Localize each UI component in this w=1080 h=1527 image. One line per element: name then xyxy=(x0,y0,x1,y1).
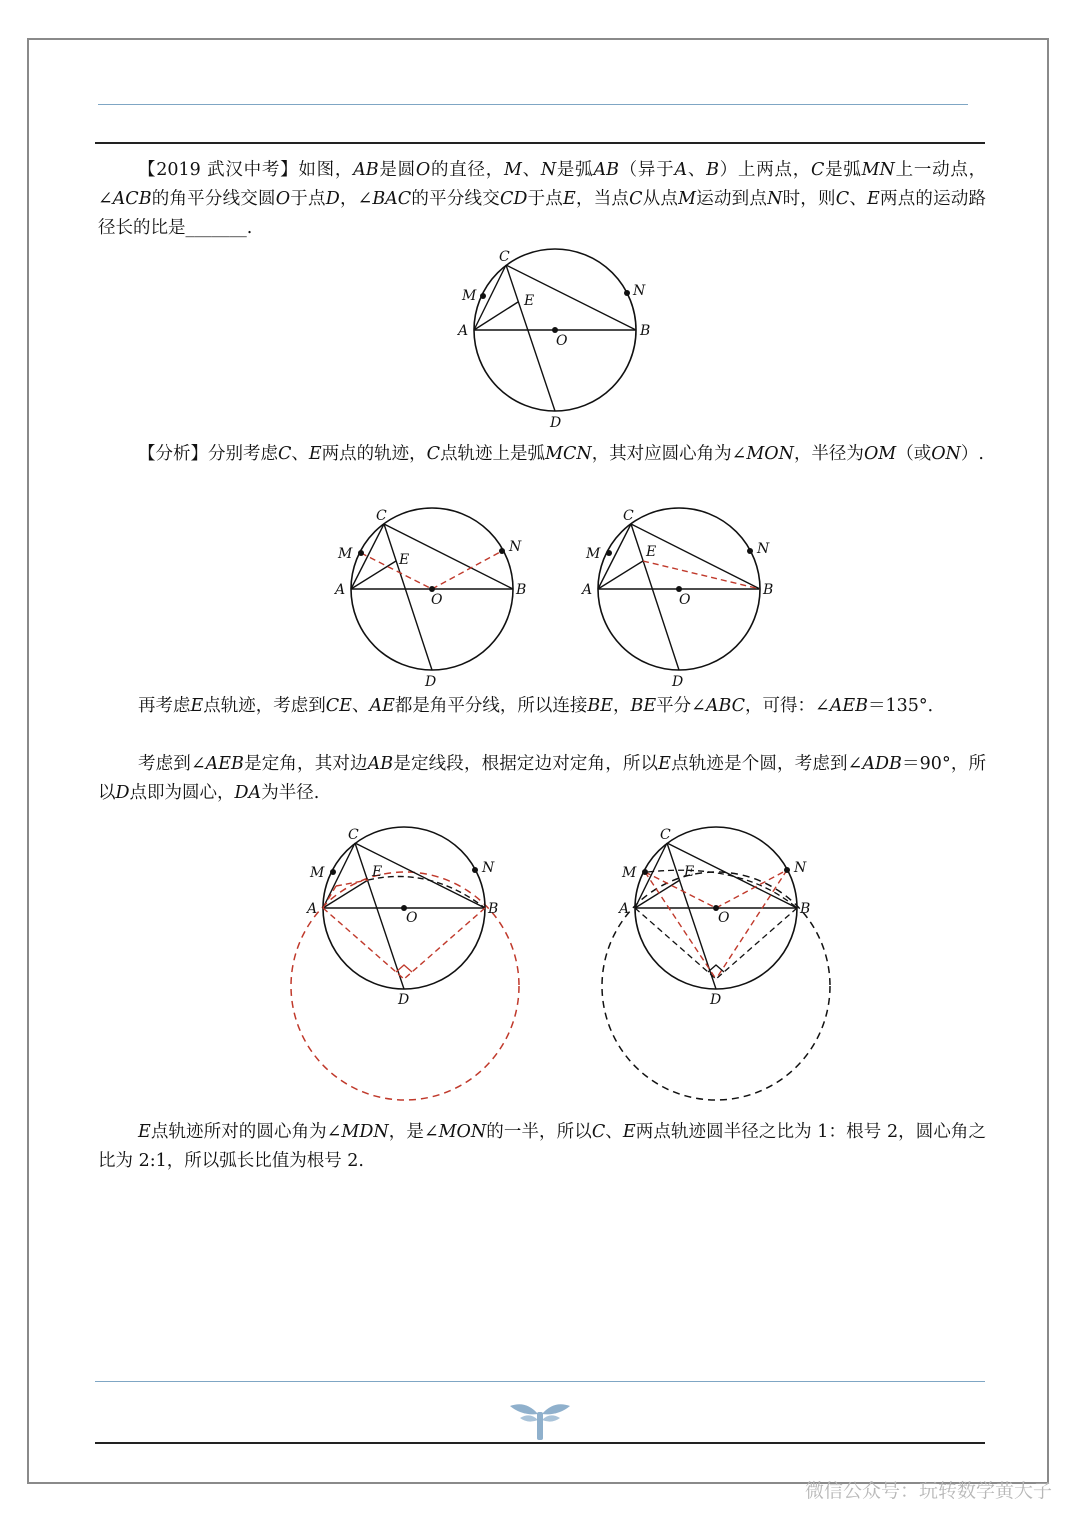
fig3r-label-B: B xyxy=(800,901,811,917)
analysis-paragraph-1: 【分析】分别考虑C、E两点的轨迹，C点轨迹上是弧MCN，其对应圆心角为∠MON，半径为OM（或ON）. xyxy=(138,444,984,464)
fig2r-label-M: M xyxy=(586,546,601,562)
fig1-label-O: O xyxy=(556,333,568,349)
fig3r-label-O: O xyxy=(718,910,730,926)
problem-tag: 【2019 武汉中考】 xyxy=(138,160,299,180)
fig3l-label-O: O xyxy=(406,910,418,926)
fig1-label-E: E xyxy=(524,293,535,309)
fig2r-label-D: D xyxy=(672,674,684,690)
fig2r-label-A: A xyxy=(582,582,593,598)
analysis-tag: 【分析】 xyxy=(138,444,208,464)
fig2l-label-A: A xyxy=(335,582,346,598)
fig2l-label-N: N xyxy=(509,539,522,555)
fig2l-label-D: D xyxy=(425,674,437,690)
fig3l-label-C: C xyxy=(348,827,359,843)
header-rule-black xyxy=(95,142,985,144)
footer-logo-icon xyxy=(508,1398,572,1442)
fig2r-label-B: B xyxy=(763,582,774,598)
fig3l-label-M: M xyxy=(310,865,325,881)
fig3l-label-A: A xyxy=(307,901,318,917)
figure-2-right xyxy=(578,503,788,693)
fig3r-label-A: A xyxy=(619,901,630,917)
fig2r-label-N: N xyxy=(757,541,770,557)
fig1-label-B: B xyxy=(640,323,651,339)
fig2l-label-M: M xyxy=(338,546,353,562)
fig2r-label-O: O xyxy=(679,592,691,608)
analysis-paragraph-4: E点轨迹所对的圆心角为∠MDN，是∠MON的一半，所以C、E两点轨迹圆半径之比为 1：根号 2，圆心角之比为 2:1，所以弧长比值为根号 2. xyxy=(98,1122,987,1171)
fig2l-label-E: E xyxy=(399,552,410,568)
fig3l-label-N: N xyxy=(482,860,495,876)
fig3l-label-E: E xyxy=(372,864,383,880)
figure-2-left xyxy=(330,503,540,693)
fig3r-label-D: D xyxy=(710,992,722,1008)
fig3r-label-M: M xyxy=(622,865,637,881)
fig2l-label-O: O xyxy=(431,592,443,608)
fig2l-label-B: B xyxy=(516,582,527,598)
fig1-label-N: N xyxy=(633,283,646,299)
analysis-paragraph-2: 再考虑E点轨迹，考虑到CE、AE都是角平分线，所以连接BE，BE平分∠ABC，可得：∠AEB＝135°． xyxy=(138,696,946,716)
footer-rule-blue xyxy=(95,1381,985,1382)
fig3r-label-E: E xyxy=(684,864,695,880)
fig1-label-C: C xyxy=(499,249,510,265)
figure-1 xyxy=(450,245,660,435)
analysis-paragraph-3: 考虑到∠AEB是定角，其对边AB是定线段，根据定边对定角，所以E点轨迹是个圆，考虑到∠ADB＝90°，所以D点即为圆心，DA为半径. xyxy=(98,754,986,803)
figure-3-right xyxy=(592,822,842,1107)
header-rule-blue xyxy=(98,104,968,105)
footer-rule-black xyxy=(95,1442,985,1444)
fig1-label-A: A xyxy=(458,323,469,339)
fig2l-label-C: C xyxy=(376,508,387,524)
figure-3-left xyxy=(280,822,530,1107)
fig3r-label-N: N xyxy=(794,860,807,876)
fig1-label-D: D xyxy=(550,415,562,431)
fig3l-label-D: D xyxy=(398,992,410,1008)
fig3l-label-B: B xyxy=(488,901,499,917)
fig3r-label-C: C xyxy=(660,827,671,843)
problem-text: 【2019 武汉中考】如图，AB是圆O的直径，M、N是弧AB（异于A、B）上两点，C是弧MN上一动点，∠ACB的角平分线交圆O于点D，∠BAC的平分线交CD于点E，当点C从点M运动到点N时，则C、E两点的运动路径长的比是_______. xyxy=(98,160,987,238)
watermark: 微信公众号：玩转数学黄大子 xyxy=(804,1480,1052,1502)
fig1-label-M: M xyxy=(462,288,477,304)
fig2r-label-C: C xyxy=(623,508,634,524)
fig2r-label-E: E xyxy=(646,544,657,560)
